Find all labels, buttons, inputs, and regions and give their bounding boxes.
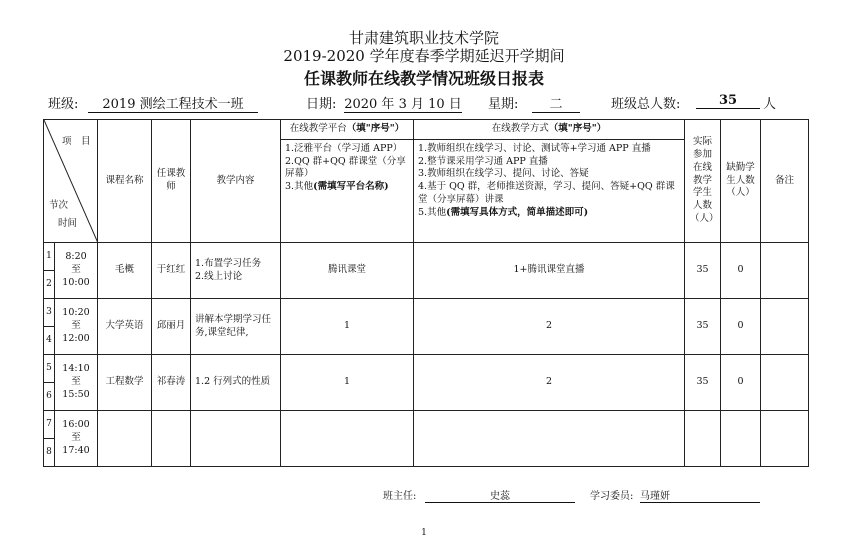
time-to: 至 <box>71 376 81 388</box>
table-header-row <box>44 120 809 243</box>
period-number: 1 <box>44 243 55 271</box>
content-header: 教学内容 <box>191 120 281 243</box>
time-to: 至 <box>71 432 81 444</box>
period-number: 6 <box>44 383 55 411</box>
absent-cell: 0 <box>721 299 761 355</box>
platform-option-3: 3.其他 <box>285 181 314 193</box>
time-end: 12:00 <box>62 332 90 344</box>
weekday-label: 星期: <box>488 97 519 112</box>
school-name: 甘肃建筑职业技术学院 <box>348 29 499 47</box>
platform-cell <box>281 411 414 467</box>
method-option-3: 3.教师组织在线学习、提问、讨论、答疑 <box>418 168 589 180</box>
time-start: 16:00 <box>62 419 90 431</box>
table-row <box>44 355 809 383</box>
total-label: 班级总人数: <box>611 97 681 112</box>
absent-cell: 0 <box>721 355 761 411</box>
teacher-cell: 祁春涛 <box>152 355 191 411</box>
time-start: 10:20 <box>62 307 90 319</box>
method-option-2: 2.整节课采用学习通 APP 直播 <box>418 155 548 167</box>
info-bar <box>48 93 808 111</box>
remark-header: 备注 <box>761 120 809 243</box>
head-teacher-label: 班主任: <box>383 491 417 502</box>
teacher-cell <box>152 411 191 467</box>
time-end: 10:00 <box>62 276 90 288</box>
time-cell <box>55 299 98 355</box>
remark-cell <box>761 299 809 355</box>
method-cell: 2 <box>414 299 685 355</box>
report-title: 任课教师在线教学情况班级日报表 <box>303 69 544 88</box>
diagonal-header <box>44 120 98 243</box>
remark-cell <box>761 243 809 299</box>
content-cell <box>191 411 281 467</box>
teacher-cell: 邱丽月 <box>152 299 191 355</box>
table-row <box>44 299 809 327</box>
course-header: 课程名称 <box>98 120 152 243</box>
platform-title: 在线教学平台 <box>289 123 347 134</box>
class-value: 2019 测绘工程技术一班 <box>88 93 258 113</box>
actual-cell <box>685 411 721 467</box>
method-option-1: 1.教师组织在线学习、讨论、测试等+学习通 APP 直播 <box>418 142 651 154</box>
weekday-value: 二 <box>532 93 580 113</box>
course-cell: 毛概 <box>98 243 152 299</box>
study-rep-label: 学习委员: <box>590 491 634 502</box>
footer <box>0 487 848 505</box>
class-label: 班级: <box>48 97 79 112</box>
absent-header: 缺勤学生人数（人） <box>721 120 761 243</box>
platform-option-2: 2.QQ 群+QQ 群课堂（分享屏幕） <box>285 155 406 180</box>
time-start: 14:10 <box>62 363 90 375</box>
teacher-cell: 于红红 <box>152 243 191 299</box>
method-note: （填"序号"） <box>548 123 607 134</box>
teacher-header: 任课教师 <box>152 120 191 243</box>
content-cell: 1.布置学习任务 2.线上讨论 <box>191 243 281 299</box>
actual-cell: 35 <box>685 243 721 299</box>
time-cell <box>55 411 98 467</box>
item-label: 项 目 <box>62 136 91 147</box>
report-table <box>43 119 809 467</box>
study-rep-name: 马瑾妍 <box>640 487 760 503</box>
time-end: 15:50 <box>62 388 90 400</box>
head-teacher-name: 史蕊 <box>425 487 575 503</box>
table-row <box>44 243 809 271</box>
time-end: 17:40 <box>62 444 90 456</box>
method-header <box>414 120 685 243</box>
platform-option-1: 1.泛雅平台（学习通 APP） <box>285 142 403 154</box>
content-cell: 1.2 行列式的性质 <box>191 355 281 411</box>
table-row <box>44 411 809 439</box>
time-start: 8:20 <box>65 251 87 263</box>
actual-cell: 35 <box>685 299 721 355</box>
method-cell: 1+腾讯课堂直播 <box>414 243 685 299</box>
period-number: 3 <box>44 299 55 327</box>
time-to: 至 <box>71 264 81 276</box>
platform-other-note: (需填写平台名称) <box>313 181 389 193</box>
platform-cell: 1 <box>281 355 414 411</box>
platform-cell: 腾讯课堂 <box>281 243 414 299</box>
period-label: 节次 <box>49 200 69 211</box>
time-to: 至 <box>71 320 81 332</box>
period-number: 5 <box>44 355 55 383</box>
remark-cell <box>761 355 809 411</box>
platform-cell: 1 <box>281 299 414 355</box>
period-number: 8 <box>44 439 55 467</box>
actual-cell: 35 <box>685 355 721 411</box>
date-label: 日期: <box>306 97 337 112</box>
time-cell <box>55 243 98 299</box>
date-value: 2020 年 3 月 10 日 <box>344 93 462 113</box>
method-option-5: 5.其他 <box>418 206 447 218</box>
course-cell: 工程数学 <box>98 355 152 411</box>
actual-header: 实际参加在线教学学生人数（人） <box>685 120 721 243</box>
course-cell <box>98 411 152 467</box>
total-value: 35 <box>696 93 760 109</box>
period-number: 2 <box>44 271 55 299</box>
method-cell <box>414 411 685 467</box>
platform-header <box>281 120 414 243</box>
term-title: 2019-2020 学年度春季学期延迟开学期间 <box>283 47 565 65</box>
method-other-note: (需填写具体方式，简单描述即可) <box>446 206 589 218</box>
method-option-4: 4.基于 QQ 群，老师推送资源，学习、提问、答疑+QQ 群课堂（分享屏幕）讲课 <box>418 181 675 206</box>
absent-cell <box>721 411 761 467</box>
total-unit: 人 <box>763 97 777 112</box>
remark-cell <box>761 411 809 467</box>
method-cell: 2 <box>414 355 685 411</box>
time-cell <box>55 355 98 411</box>
content-cell: 讲解本学期学习任务,课堂纪律, <box>191 299 281 355</box>
time-label: 时间 <box>58 218 78 229</box>
method-title: 在线教学方式 <box>491 123 549 134</box>
period-number: 4 <box>44 327 55 355</box>
course-cell: 大学英语 <box>98 299 152 355</box>
period-number: 7 <box>44 411 55 439</box>
platform-note: （填"序号"） <box>346 123 405 134</box>
absent-cell: 0 <box>721 243 761 299</box>
page-number: 1 <box>421 528 427 538</box>
